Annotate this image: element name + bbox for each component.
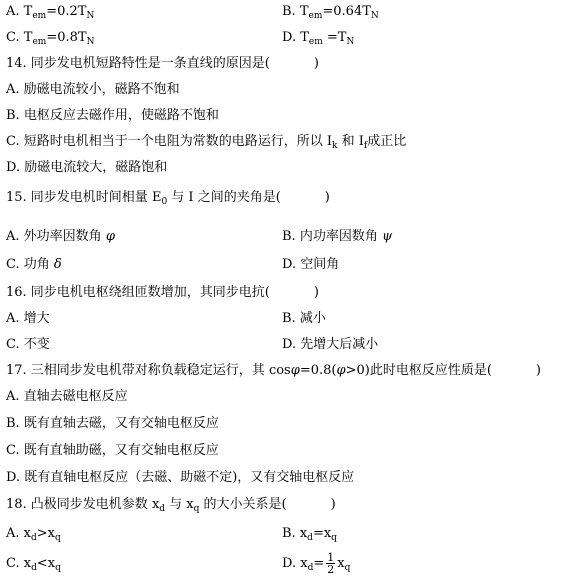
q14-option-d: D. 励磁电流较大，磁路饱和: [6, 160, 168, 175]
q16-option-d: D. 先增大后减小: [282, 337, 379, 352]
q15-option-c: C. 功角 δ: [6, 257, 62, 272]
q18-option-d: D. $x_d=$ $\frac{1}{2}$ $x_q$: [282, 551, 351, 576]
q18-option-a: A. $x_d>x_q$: [6, 526, 61, 543]
q14-option-c: C. 短路时电机相当于一个电阻为常数的电路运行，所以 $I_k$ 和 $I_f$成正比: [6, 134, 407, 151]
q18-option-b: B. $x_d=x_q$: [282, 526, 337, 543]
q18-option-c: C. $x_d<x_q$: [6, 556, 61, 573]
q17-stem: 17. 三相同步发电机带对称负载稳定运行，其 cosφ=0.8(φ>0)此时电枢反应性质是( ): [6, 363, 541, 378]
q17-option-d: D. 既有直轴电枢反应（去磁、助磁不定)，又有交轴电枢反应: [6, 470, 355, 485]
fraction: $\frac{1}{2}$: [327, 551, 335, 576]
q18-stem: 18. 凸极同步发电机参数 $x_d$ 与 $x_q$ 的大小关系是( ): [6, 497, 336, 514]
q14-stem: 14. 同步发电机短路特性是一条直线的原因是( ): [6, 56, 319, 71]
q15-stem: 15. 同步发电机时间相量 $E_0$ 与 I 之间的夹角是( ): [6, 190, 330, 207]
q15-option-d: D. 空间角: [282, 257, 340, 272]
q16-option-a: A. 增大: [6, 311, 50, 326]
q17-option-c: C. 既有直轴助磁，又有交轴电枢反应: [6, 443, 219, 458]
q13-option-b: B. $T_{em}=0.64T_N$: [282, 4, 379, 21]
q16-stem: 16. 同步电机电枢绕组匝数增加，其同步电抗( ): [6, 285, 319, 300]
q13-option-a: A. $T_{em}=0.2T_N$: [6, 4, 95, 21]
q15-option-a: A. 外功率因数角 φ: [6, 229, 115, 244]
q14-option-b: B. 电枢反应去磁作用，使磁路不饱和: [6, 108, 219, 123]
q16-option-c: C. 不变: [6, 337, 50, 352]
q13-option-c: C. $T_{em}=0.8T_N$: [6, 30, 95, 47]
q17-option-b: B. 既有直轴去磁，又有交轴电枢反应: [6, 416, 219, 431]
q13-option-d: D. $T_{em} =T_N$: [282, 30, 355, 47]
q16-option-b: B. 减小: [282, 311, 326, 326]
q17-option-a: A. 直轴去磁电枢反应: [6, 389, 128, 404]
q15-option-b: B. 内功率因数角 ψ: [282, 229, 393, 244]
q14-option-a: A. 励磁电流较小，磁路不饱和: [6, 82, 180, 97]
